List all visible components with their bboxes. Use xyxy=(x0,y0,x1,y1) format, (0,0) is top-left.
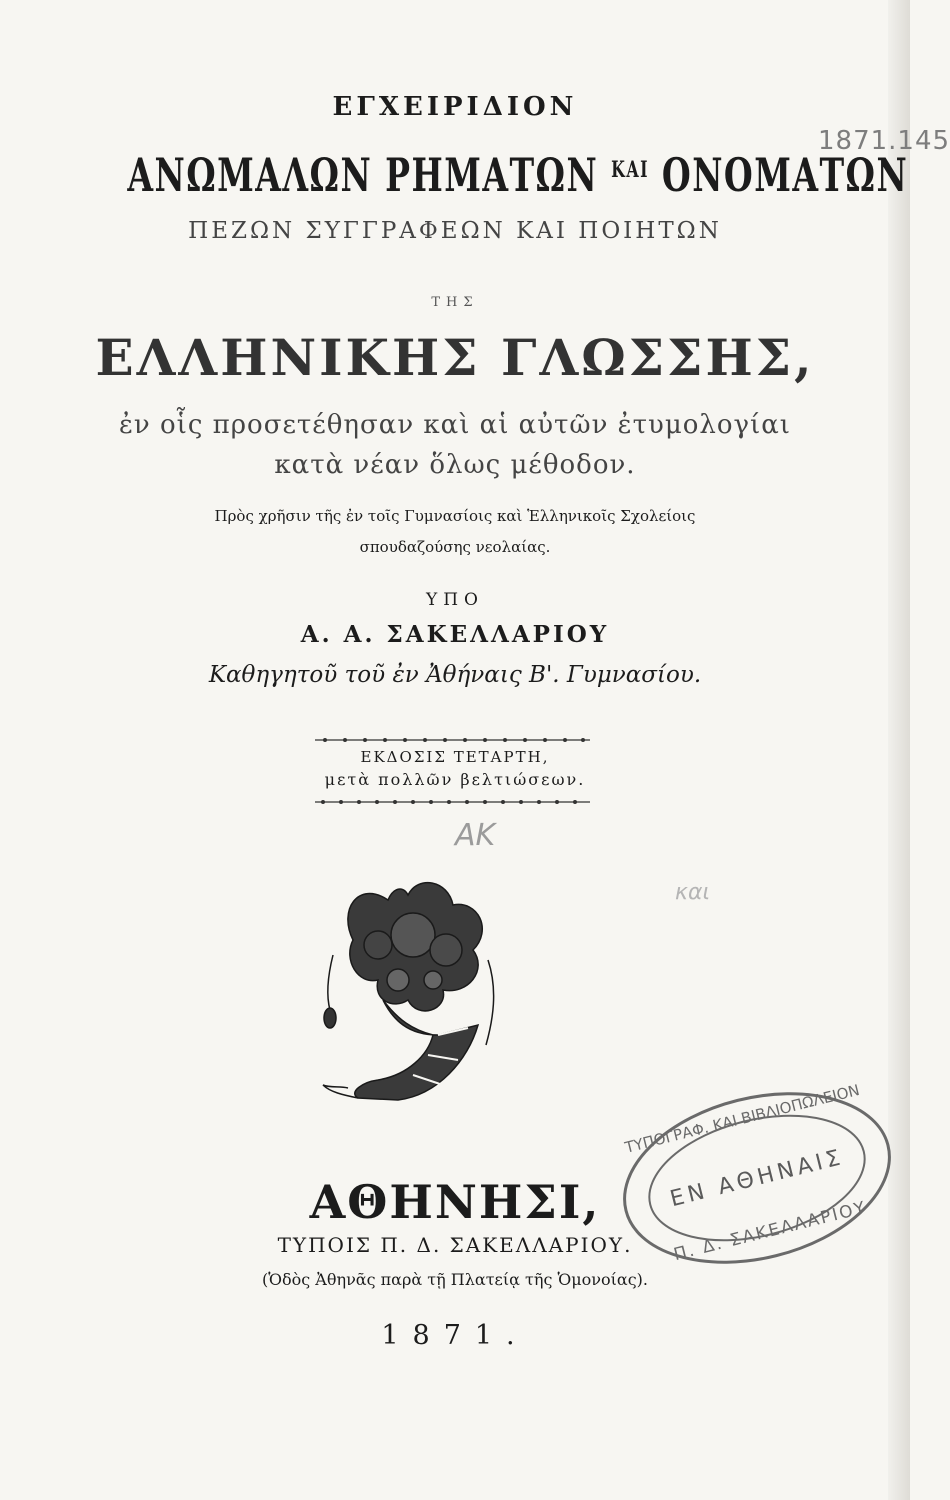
title-line-1: ΕΓΧΕΙΡΙΔΙΟΝ xyxy=(332,92,578,122)
handwritten-faded-note: και xyxy=(675,880,710,905)
author-name: Α. Α. ΣΑΚΕΛΛΑΡΙΟΥ xyxy=(300,621,610,648)
printer-address: (Ὁδὸς Ἀθηνᾶς παρὰ τῇ Πλατείᾳ τῆς Ὁμονοίας). xyxy=(262,1270,648,1289)
library-stamp xyxy=(612,1070,902,1285)
subtitle-line-2: κατὰ νέαν ὅλως μέθοδον. xyxy=(274,450,636,480)
edition-note: μετὰ πολλῶν βελτιώσεων. xyxy=(324,770,586,789)
subtitle-line-1: ἐν οἷς προσετέθησαν καὶ αἱ αὐτῶν ἐτυμολογίαι xyxy=(118,410,791,440)
title-line-2a: ΑΝΩΜΑΛΩΝ ΡΗΜΑΤΩΝ xyxy=(127,148,599,202)
title-line-4: ΤΗΣ xyxy=(431,295,479,310)
publication-place: ΑΘΗΝΗΣΙ, xyxy=(309,1175,601,1229)
title-line-3: ΠΕΖΩΝ ΣΥΓΓΡΑΦΕΩΝ ΚΑΙ ΠΟΙΗΤΩΝ xyxy=(188,218,722,244)
purpose-line-1: Πρὸς χρῆσιν τῆς ἐν τοῖς Γυμνασίοις καὶ Ἑλληνικοῖς Σχολείοις xyxy=(214,507,696,525)
ornament-rule-bottom xyxy=(315,798,590,806)
ornament-rule-top xyxy=(315,736,590,744)
title-line-2-conjunction: ΚΑΙ xyxy=(611,157,649,183)
title-line-5: ΕΛΛΗΝΙΚΗΣ ΓΛΩΣΣΗΣ, xyxy=(95,328,815,387)
by-label: ΥΠΟ xyxy=(426,590,484,610)
edition-label: ΕΚΔΟΣΙΣ ΤΕΤΑΡΤΗ, xyxy=(360,748,550,766)
title-line-2b: ΟΝΟΜΑΤΩΝ xyxy=(661,148,909,202)
stamp-center-text: ΕΝ ΑΘΗΝΑΙΣ xyxy=(667,1144,847,1213)
handwritten-signature: ΑΚ xyxy=(455,818,496,853)
cornucopia-vignette xyxy=(318,860,508,1140)
printer: ΤΥΠΟΙΣ Π. Δ. ΣΑΚΕΛΛΑΡΙΟΥ. xyxy=(277,1233,633,1257)
stamp-bottom-text: Π. Δ. ΣΑΚΕΛΛΑΡΙΟΥ xyxy=(671,1197,869,1266)
publication-year: 1871. xyxy=(381,1320,529,1351)
author-title: Καθηγητοῦ τοῦ ἐν Ἀθήναις Β'. Γυμνασίου. xyxy=(208,662,702,688)
title-line-2 xyxy=(127,148,909,202)
purpose-line-2: σπουδαζούσης νεολαίας. xyxy=(359,538,551,556)
stamp-top-text: ΤΥΠΟΓΡΑΦ. ΚΑΙ ΒΙΒΛΙΟΠΩΛΕΙΟΝ xyxy=(623,1080,862,1157)
handwritten-call-number: 1871.145 xyxy=(818,126,950,156)
